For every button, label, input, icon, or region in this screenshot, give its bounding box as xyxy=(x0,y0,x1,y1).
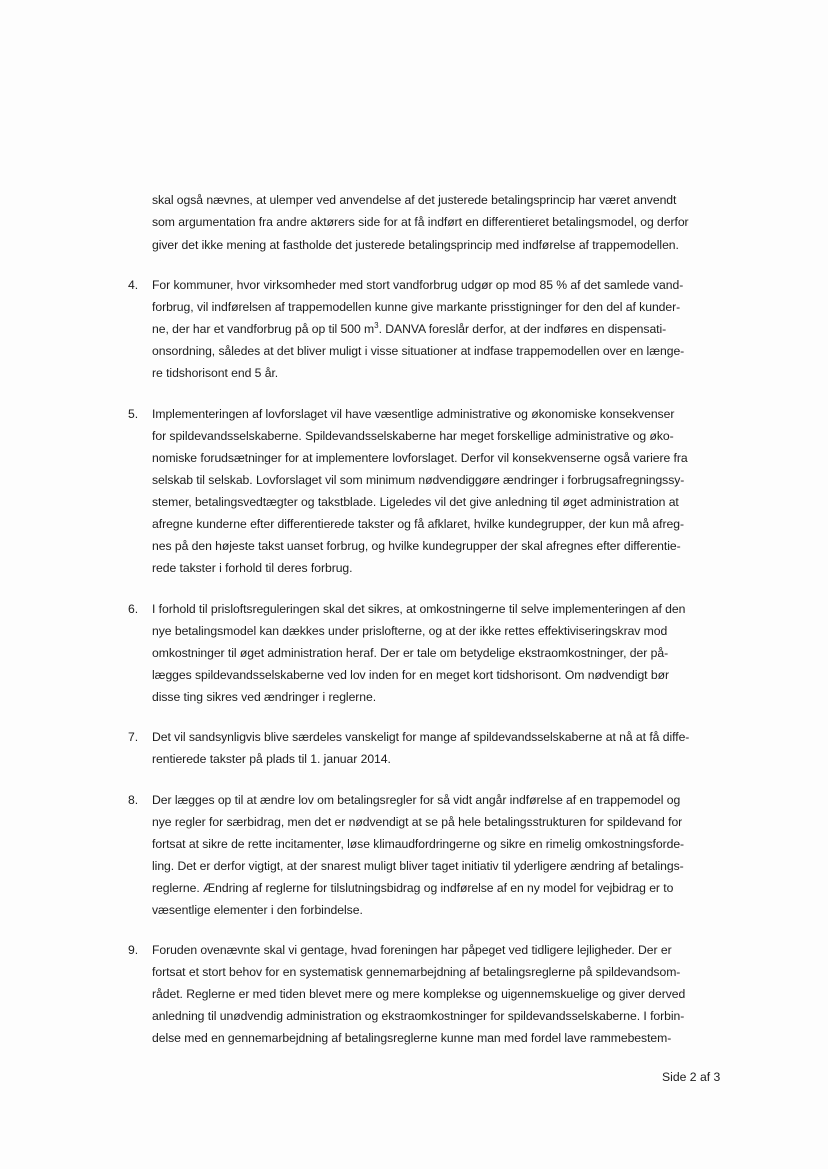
item-line: rådet. Reglerne er med tiden blevet mere og mere komplekse og uigennemskuelige og giver derved xyxy=(152,987,686,1001)
item-line: Der lægges op til at ændre lov om betalingsregler for så vidt angår indførelse af en trappemodel og xyxy=(152,793,681,807)
item-number: 7. xyxy=(128,730,139,744)
item-line: stemer, betalingsvedtægter og takstblade. Ligeledes vil det give anledning til øget administration at xyxy=(152,495,679,509)
item-number: 8. xyxy=(128,793,139,807)
item-number: 4. xyxy=(128,278,139,292)
item-line: Implementeringen af lovforslaget vil have væsentlige administrative og økonomiske konsekvenser xyxy=(152,407,675,421)
superscript: 3 xyxy=(374,321,379,330)
item-line: fortsat at sikre de rette incitamenter, løse klimaudfordringerne og sikre en rimelig omkostningsforde- xyxy=(152,837,685,851)
item-line xyxy=(152,320,666,338)
item-line: For kommuner, hvor virksomheder med stort vandforbrug udgør op mod 85 % af det samlede vand- xyxy=(152,278,684,292)
item-line: Det vil sandsynligvis blive særdeles vanskeligt for mange af spildevandsselskaberne at nå at få diffe- xyxy=(152,730,690,744)
item-line: nye regler for særbidrag, men det er nødvendigt at se på hele betalingsstrukturen for spildevand for xyxy=(152,815,683,829)
item-line: reglerne. Ændring af reglerne for tilslutningsbidrag og indførelse af en ny model for vejbidrag er to xyxy=(152,881,674,895)
intro-line: giver det ikke mening at fastholde det justerede betalingsprincip med indførelse af trappemodellen. xyxy=(152,238,679,252)
item-line: disse ting sikres ved ændringer i reglerne. xyxy=(152,690,377,704)
item-line: afregne kunderne efter differentierede takster og få afklaret, hvilke kundegrupper, der kun må afreg- xyxy=(152,517,684,531)
item-line-text: . DANVA foreslår derfor, at der indføres en dispensati- xyxy=(378,322,667,336)
item-line: I forhold til prisloftsreguleringen skal det sikres, at omkostningerne til selve implementeringen af den xyxy=(152,602,686,616)
item-line: væsentlige elementer i den forbindelse. xyxy=(152,903,363,917)
item-number: 6. xyxy=(128,602,139,616)
item-line: Foruden ovenævnte skal vi gentage, hvad foreningen har påpeget ved tidligere lejligheder. Der er xyxy=(152,943,672,957)
item-line: nes på den højeste takst uanset forbrug, og hvilke kundegrupper der skal afregnes efter differentie- xyxy=(152,539,681,553)
item-line: rede takster i forhold til deres forbrug. xyxy=(152,561,353,575)
item-line: lægges spildevandsselskaberne ved lov inden for en meget kort tidshorisont. Om nødvendigt bør xyxy=(152,668,669,682)
item-line: for spildevandsselskaberne. Spildevandsselskaberne har meget forskellige administrative og øko- xyxy=(152,429,674,443)
item-line: omkostninger til øget administration heraf. Der er tale om betydelige ekstraomkostninger, der på- xyxy=(152,646,669,660)
page-number: Side 2 af 3 xyxy=(662,1070,721,1084)
intro-line: som argumentation fra andre aktørers side for at få indført en differentieret betalingsmodel, og derfor xyxy=(152,215,689,229)
item-line: forbrug, vil indførelsen af trappemodellen kunne give markante prisstigninger for den del af kunder- xyxy=(152,300,681,314)
item-line: ling. Det er derfor vigtigt, at der snarest muligt bliver taget initiativ til yderligere ændring af betalings- xyxy=(152,859,684,873)
item-line: re tidshorisont end 5 år. xyxy=(152,366,279,380)
item-line: nye betalingsmodel kan dækkes under prislofterne, og at der ikke rettes effektiviseringskrav mod xyxy=(152,624,668,638)
item-line: selskab til selskab. Lovforslaget vil som minimum nødvendiggøre ændringer i forbrugsafregningssy- xyxy=(152,473,685,487)
item-number: 9. xyxy=(128,943,139,957)
item-line: delse med en gennemarbejdning af betalingsreglerne kunne man med fordel lave rammebestem- xyxy=(152,1031,672,1045)
item-line-text: ne, der har et vandforbrug på op til 500 m xyxy=(152,322,375,336)
item-line: onsordning, således at det bliver muligt i visse situationer at indfase trappemodellen over en længe- xyxy=(152,344,685,358)
intro-line: skal også nævnes, at ulemper ved anvendelse af det justerede betalingsprincip har været anvendt xyxy=(152,193,677,207)
item-number: 5. xyxy=(128,407,139,421)
item-line: nomiske forudsætninger for at implementere lovforslaget. Derfor vil konsekvenserne også variere fra xyxy=(152,451,688,465)
item-line: fortsat et stort behov for en systematisk gennemarbejdning af betalingsreglerne på spildevandsom- xyxy=(152,965,681,979)
item-line: anledning til unødvendig administration og ekstraomkostninger for spildevandsselskaberne. I forbin- xyxy=(152,1009,685,1023)
item-line: rentierede takster på plads til 1. januar 2014. xyxy=(152,752,391,766)
